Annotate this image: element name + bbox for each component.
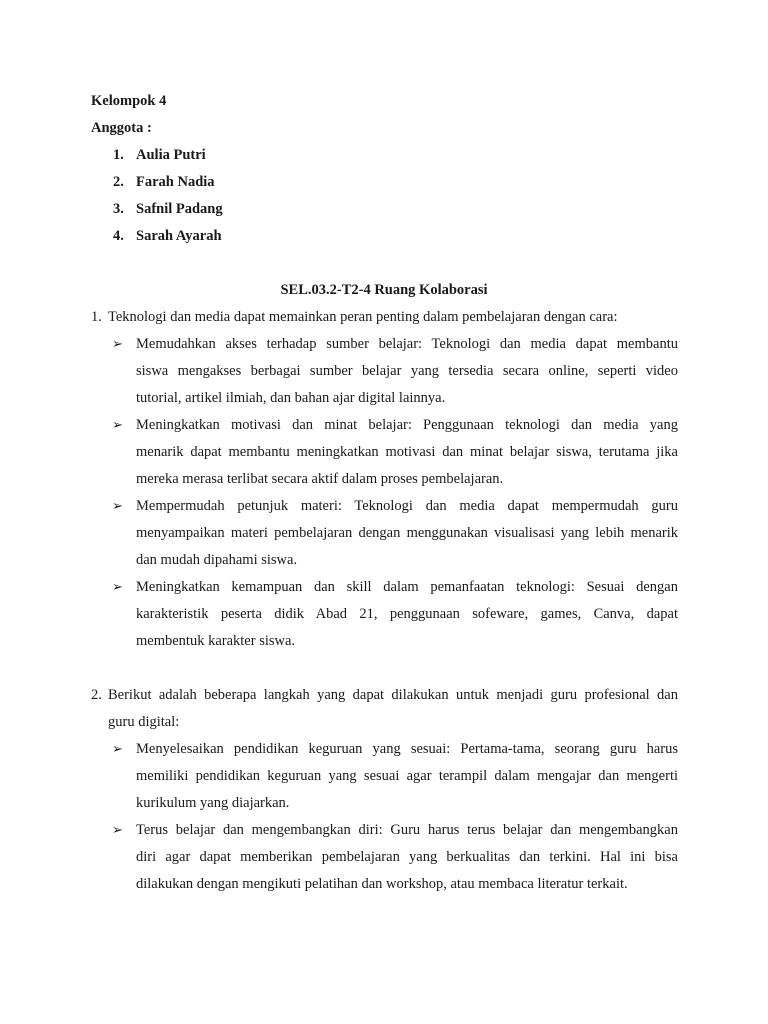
arrow-bullet-icon: ➢ [112, 417, 123, 432]
bullet-line: Meningkatkan motivasi dan minat belajar: Penggunaan teknologi dan media yang [136, 417, 678, 433]
bullet-line: tutorial, artikel ilmiah, dan bahan ajar digital lainnya. [136, 390, 446, 406]
member-name: Sarah Ayarah [136, 228, 222, 244]
member-number: 2. [113, 174, 124, 190]
bullet-line: Terus belajar dan mengembangkan diri: Guru harus terus belajar dan mengembangkan [136, 822, 678, 838]
bullet-line: Menyelesaikan pendidikan keguruan yang sesuai: Pertama-tama, seorang guru harus [136, 741, 678, 757]
section-intro: guru digital: [108, 714, 180, 730]
members-label: Anggota : [91, 120, 152, 136]
section-intro: Berikut adalah beberapa langkah yang dapat dilakukan untuk menjadi guru profesional dan [108, 687, 678, 703]
bullet-line: menyampaikan materi pembelajaran dengan menggunakan visualisasi yang lebih menarik [136, 525, 678, 541]
section-number: 1. [91, 309, 102, 325]
bullet-line: kurikulum yang diajarkan. [136, 795, 290, 811]
arrow-bullet-icon: ➢ [112, 336, 123, 351]
bullet-line: karakteristik peserta didik Abad 21, penggunaan sofeware, games, Canva, dapat [136, 606, 678, 622]
bullet-line: mereka merasa terlibat secara aktif dalam proses pembelajaran. [136, 471, 504, 487]
arrow-bullet-icon: ➢ [112, 579, 123, 594]
arrow-bullet-icon: ➢ [112, 822, 123, 837]
bullet-line: memiliki pendidikan keguruan yang sesuai agar terampil dalam mengajar dan mengerti [136, 768, 678, 784]
section-number: 2. [91, 687, 102, 703]
bullet-line: membentuk karakter siswa. [136, 633, 296, 649]
member-name: Aulia Putri [136, 147, 206, 163]
group-title: Kelompok 4 [91, 93, 167, 109]
bullet-line: menarik dapat membantu meningkatkan motivasi dan minat belajar siswa, terutama jika [136, 444, 678, 460]
member-number: 3. [113, 201, 124, 217]
bullet-line: Mempermudah petunjuk materi: Teknologi dan media dapat mempermudah guru [136, 498, 678, 514]
bullet-line: Memudahkan akses terhadap sumber belajar: Teknologi dan media dapat membantu [136, 336, 678, 352]
bullet-line: dan mudah dipahami siswa. [136, 552, 298, 568]
bullet-line: dilakukan dengan mengikuti pelatihan dan workshop, atau membaca literatur terkait. [136, 876, 628, 892]
document-title: SEL.03.2-T2-4 Ruang Kolaborasi [280, 282, 488, 298]
member-name: Safnil Padang [136, 201, 223, 217]
bullet-line: Meningkatkan kemampuan dan skill dalam pemanfaatan teknologi: Sesuai dengan [136, 579, 678, 595]
member-number: 4. [113, 228, 124, 244]
arrow-bullet-icon: ➢ [112, 741, 123, 756]
bullet-line: siswa mengakses berbagai sumber belajar yang tersedia secara online, seperti video [136, 363, 678, 379]
member-number: 1. [113, 147, 124, 163]
bullet-line: diri agar dapat memberikan pembelajaran yang berkualitas dan terkini. Hal ini bisa [136, 849, 678, 865]
member-name: Farah Nadia [136, 174, 215, 190]
section-intro: Teknologi dan media dapat memainkan peran penting dalam pembelajaran dengan cara: [108, 309, 618, 325]
arrow-bullet-icon: ➢ [112, 498, 123, 513]
